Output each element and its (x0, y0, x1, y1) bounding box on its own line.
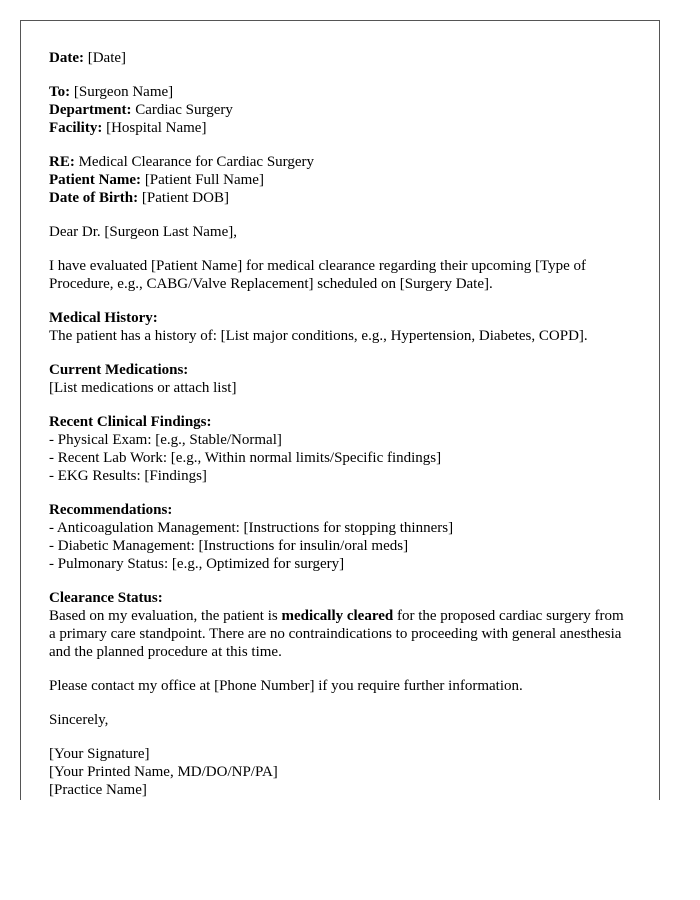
medical-history-section (49, 309, 631, 345)
facility-value: [Hospital Name] (106, 120, 207, 136)
clearance-text-before: Based on my evaluation, the patient is (49, 608, 282, 624)
contact-paragraph: Please contact my office at [Phone Number] if you require further information. (49, 678, 523, 694)
date-line (49, 49, 631, 67)
findings-item: - EKG Results: [Findings] (49, 468, 207, 484)
re-label: RE: (49, 154, 75, 170)
practice-name: [Practice Name] (49, 782, 147, 798)
recommendations-heading: Recommendations: (49, 502, 173, 518)
patient-name-value: [Patient Full Name] (144, 172, 264, 188)
signature-block (49, 745, 631, 799)
re-line (49, 153, 631, 171)
to-value: [Surgeon Name] (73, 84, 174, 100)
to-label: To: (49, 84, 71, 100)
clearance-heading: Clearance Status: (49, 590, 163, 606)
clearance-text (49, 607, 631, 661)
facility-line (49, 119, 631, 137)
recommendations-section (49, 501, 631, 573)
clearance-text-after: for the proposed cardiac surgery from a primary care standpoint. There are no contraindications to proceeding with general anesthesia and the planned procedure at this time. (49, 608, 624, 660)
printed-name: [Your Printed Name, MD/DO/NP/PA] (49, 764, 278, 780)
clearance-letter (20, 20, 660, 800)
recipient-block (49, 83, 631, 137)
dob-value: [Patient DOB] (141, 190, 229, 206)
clearance-section (49, 589, 631, 661)
medications-text: [List medications or attach list] (49, 380, 237, 396)
medications-section (49, 361, 631, 397)
recommendations-item: - Anticoagulation Management: [Instructions for stopping thinners] (49, 520, 454, 536)
date-label: Date: (49, 50, 84, 66)
clearance-text-bold: medically cleared (281, 608, 394, 624)
recommendations-item: - Diabetic Management: [Instructions for insulin/oral meds] (49, 538, 409, 554)
department-value: Cardiac Surgery (135, 102, 233, 118)
dob-line (49, 189, 631, 207)
medical-history-heading: Medical History: (49, 310, 158, 326)
salutation: Dear Dr. [Surgeon Last Name], (49, 224, 237, 240)
findings-item: - Physical Exam: [e.g., Stable/Normal] (49, 432, 282, 448)
signature-line: [Your Signature] (49, 746, 150, 762)
findings-section (49, 413, 631, 485)
closing: Sincerely, (49, 712, 109, 728)
date-block (49, 49, 631, 67)
dob-label: Date of Birth: (49, 190, 139, 206)
intro-paragraph: I have evaluated [Patient Name] for medical clearance regarding their upcoming [Type of Procedure, e.g., CABG/Valve Replacement] scheduled on [Surgery Date]. (49, 258, 587, 292)
medical-history-text: The patient has a history of: [List major conditions, e.g., Hypertension, Diabetes, COPD]. (49, 328, 588, 344)
medications-heading: Current Medications: (49, 362, 189, 378)
department-label: Department: (49, 102, 132, 118)
re-value: Medical Clearance for Cardiac Surgery (78, 154, 315, 170)
to-line (49, 83, 631, 101)
facility-label: Facility: (49, 120, 103, 136)
date-value: [Date] (87, 50, 127, 66)
department-line (49, 101, 631, 119)
patient-name-line (49, 171, 631, 189)
patient-name-label: Patient Name: (49, 172, 142, 188)
findings-heading: Recent Clinical Findings: (49, 414, 212, 430)
re-block (49, 153, 631, 207)
findings-item: - Recent Lab Work: [e.g., Within normal limits/Specific findings] (49, 450, 442, 466)
recommendations-item: - Pulmonary Status: [e.g., Optimized for surgery] (49, 556, 345, 572)
